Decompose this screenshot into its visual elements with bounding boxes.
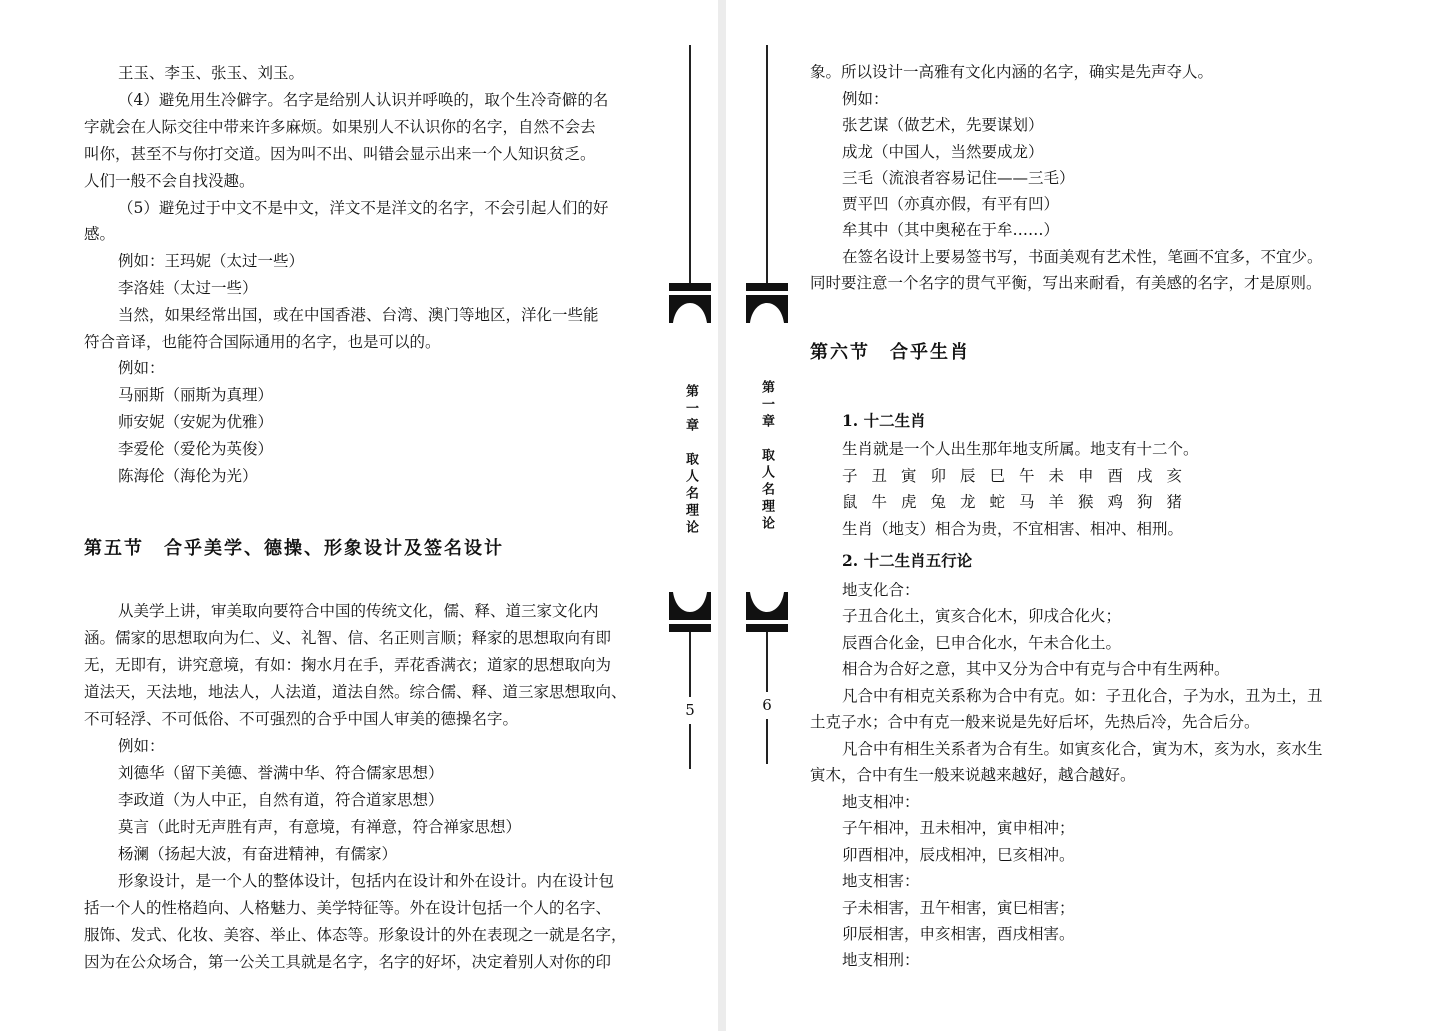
text-line: 相合为合好之意，其中又分为合中有克与合中有生两种。 (842, 660, 1230, 678)
text-line: 生肖（地支）相合为贵，不宜相害、相冲、相刑。 (842, 520, 1184, 538)
animal: 兔 (930, 493, 947, 511)
text-line: （5）避免过于中文不是中文，洋文不是洋文的名字，不会引起人们的好 (118, 199, 609, 217)
page-number: 6 (762, 696, 772, 714)
text-line: 不可轻浮、不可低俗、不可强烈的合乎中国人审美的德操名字。 (84, 710, 519, 728)
text-line: 象。所以设计一高雅有文化内涵的名字，确实是先声夺人。 (810, 63, 1214, 81)
text-line: 子未相害，丑午相害，寅巳相害； (842, 899, 1075, 917)
text-line: 子丑合化土，寅亥合化木，卯戌合化火； (842, 607, 1122, 625)
text-line: 地支相刑： (842, 951, 920, 969)
text-line: 在签名设计上要易签书写，书面美观有艺术性，笔画不宜多，不宜少。 (842, 248, 1323, 266)
text-line: 王玉、李玉、张玉、刘玉。 (118, 64, 305, 82)
text-line: 土克子水；合中有克一般来说是先好后坏，先热后冷，先合后分。 (810, 713, 1260, 731)
animal: 蛇 (989, 493, 1006, 511)
left-page (0, 0, 718, 1031)
arch-ornament-top (669, 283, 711, 323)
animal: 鼠 (842, 493, 858, 511)
animal: 马 (1019, 493, 1035, 511)
text-line: 生肖就是一个人出生那年地支所属。地支有十二个。 (842, 440, 1199, 458)
side-rule (766, 632, 768, 692)
chapter-side-label: 第一章 取人名理论 (759, 380, 774, 533)
text-line: 服饰、发式、化妆、美容、举止、体态等。形象设计的外在表现之一就是名字， (84, 926, 627, 944)
arch-ornament-bottom (746, 592, 788, 632)
text-line: 无，无即有，讲究意境，有如：掬水月在手，弄花香满衣；道家的思想取向为 (84, 656, 612, 674)
text-line: 李洛娃（太过一些） (118, 279, 258, 297)
text-line: 同时要注意一个名字的贯气平衡，写出来耐看，有美感的名字，才是原则。 (810, 274, 1322, 292)
text-line: 李爱伦（爱伦为英俊） (118, 440, 274, 458)
subsection-heading: 1. 十二生肖 (842, 411, 926, 430)
text-line: 例如： (118, 737, 165, 755)
animal: 狗 (1137, 493, 1153, 511)
earthly-branches-row (842, 466, 1196, 486)
side-rule (766, 45, 768, 285)
side-rule (689, 632, 691, 697)
text-line: 卯辰相害，申亥相害，酉戌相害。 (842, 925, 1075, 943)
text-line: 因为在公众场合，第一公关工具就是名字，名字的好坏，决定着别人对你的印 (84, 953, 612, 971)
arch-ornament-top (746, 283, 788, 323)
animal: 猪 (1166, 493, 1183, 511)
text-line: 李政道（为人中正，自然有道，符合道家思想） (118, 791, 444, 809)
text-line: 卯酉相冲，辰戌相冲，巳亥相冲。 (842, 846, 1075, 864)
text-line: 叫你，甚至不与你打交道。因为叫不出、叫错会显示出来一个人知识贫乏。 (84, 145, 596, 163)
section-heading: 第五节 合乎美学、德操、形象设计及签名设计 (84, 538, 504, 559)
side-rule (689, 45, 691, 285)
animal: 羊 (1048, 493, 1065, 511)
text-line: 张艺谋（做艺术，先要谋划） (842, 116, 1044, 134)
branch: 未 (1048, 467, 1065, 485)
text-line: 成龙（中国人，当然要成龙） (842, 143, 1044, 161)
page-gutter (718, 0, 726, 1031)
text-line: 凡合中有相克关系称为合中有克。如：子丑化合，子为水，丑为土，丑 (842, 687, 1323, 705)
branch: 巳 (989, 467, 1006, 485)
branch: 戌 (1137, 467, 1153, 485)
text-line: 地支相害： (842, 872, 920, 890)
chapter-side-label: 第一章 取人名理论 (683, 384, 698, 537)
branch: 辰 (960, 467, 976, 485)
branch: 午 (1019, 467, 1035, 485)
arch-ornament-bottom (669, 592, 711, 632)
text-line: 马丽斯（丽斯为真理） (118, 386, 274, 404)
branch: 亥 (1166, 467, 1183, 485)
text-line: 师安妮（安妮为优雅） (118, 413, 274, 431)
side-rule (766, 719, 768, 764)
text-line: 贾平凹（亦真亦假，有平有凹） (842, 195, 1060, 213)
text-line: 例如： (842, 90, 889, 108)
branch: 丑 (871, 467, 888, 485)
text-line: （4）避免用生冷僻字。名字是给别人认识并呼唤的，取个生冷奇僻的名 (118, 91, 609, 109)
text-line: 刘德华（留下美德、誉满中华、符合儒家思想） (118, 764, 444, 782)
text-line: 莫言（此时无声胜有声，有意境，有禅意，符合禅家思想） (118, 818, 522, 836)
text-line: 道法天，天法地，地法人，人法道，道法自然。综合儒、释、道三家思想取向、 (84, 683, 627, 701)
text-line: 形象设计，是一个人的整体设计，包括内在设计和外在设计。内在设计包 (118, 872, 615, 890)
animal: 鸡 (1107, 493, 1124, 511)
branch: 寅 (901, 467, 917, 485)
text-line: 牟其中（其中奥秘在于牟……） (842, 221, 1060, 239)
text-line: 感。 (84, 225, 116, 243)
text-line: 人们一般不会自找没趣。 (84, 172, 255, 190)
side-rule (689, 724, 691, 769)
animal: 牛 (871, 493, 888, 511)
text-line: 陈海伦（海伦为光） (118, 467, 258, 485)
branch: 酉 (1107, 467, 1124, 485)
text-line: 地支化合： (842, 581, 920, 599)
text-line: 从美学上讲，审美取向要符合中国的传统文化，儒、释、道三家文化内 (118, 602, 599, 620)
branch: 申 (1078, 467, 1094, 485)
branch: 卯 (930, 467, 947, 485)
text-line: 杨澜（扬起大波，有奋进精神，有儒家） (118, 845, 398, 863)
zodiac-animals-row (842, 492, 1196, 512)
section-heading: 第六节 合乎生肖 (810, 342, 970, 363)
text-line: 例如： (118, 359, 165, 377)
text-line: 括一个人的性格趋向、人格魅力、美学特征等。外在设计包括一个人的名字、 (84, 899, 612, 917)
text-line: 当然，如果经常出国，或在中国香港、台湾、澳门等地区，洋化一些能 (118, 306, 599, 324)
branch: 子 (842, 467, 858, 485)
text-line: 子午相冲，丑未相冲，寅申相冲； (842, 819, 1075, 837)
right-page (726, 0, 1440, 1031)
text-line: 符合音译，也能符合国际通用的名字，也是可以的。 (84, 333, 441, 351)
text-line: 地支相冲： (842, 793, 920, 811)
text-line: 凡合中有相生关系者为合有生。如寅亥化合，寅为木，亥为水，亥水生 (842, 740, 1323, 758)
animal: 龙 (960, 493, 976, 511)
text-line: 例如：王玛妮（太过一些） (118, 252, 305, 270)
text-line: 涵。儒家的思想取向为仁、义、礼智、信、名正则言顺；释家的思想取向有即 (84, 629, 612, 647)
text-line: 寅木，合中有生一般来说越来越好，越合越好。 (810, 766, 1136, 784)
text-line: 三毛（流浪者容易记住——三毛） (842, 169, 1075, 187)
animal: 猴 (1078, 493, 1094, 511)
subsection-heading: 2. 十二生肖五行论 (842, 551, 973, 570)
text-line: 字就会在人际交往中带来许多麻烦。如果别人不认识你的名字，自然不会去 (84, 118, 596, 136)
animal: 虎 (901, 493, 917, 511)
text-line: 辰酉合化金，巳申合化水，午未合化土。 (842, 634, 1122, 652)
page-number: 5 (685, 701, 695, 719)
